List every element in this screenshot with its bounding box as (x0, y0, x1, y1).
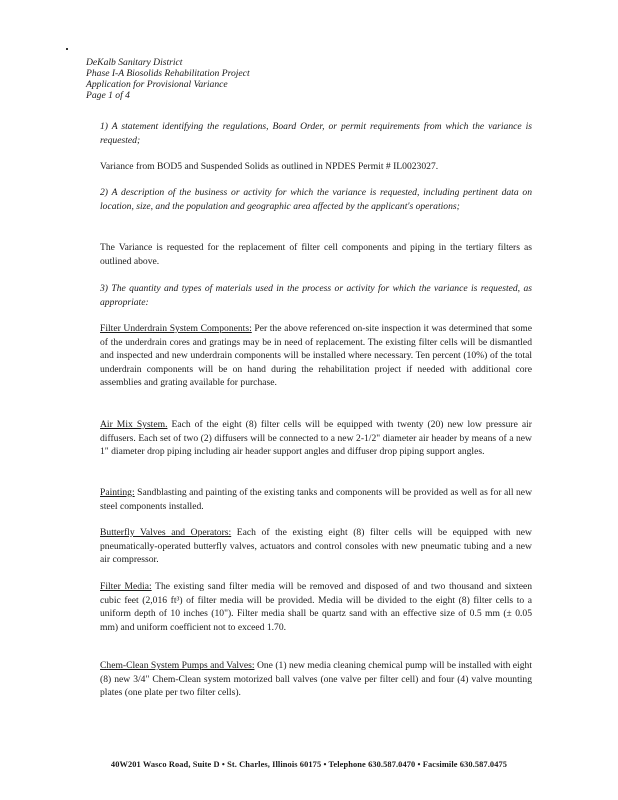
text-air-mix: Each of the eight (8) filter cells will be equipped with twenty (20) new low pressure air diffusers. Each set of two (2) diffusers will be connected to a new 2-1/2" diameter air header by means of a new 1" diameter drop piping including air header support angles and diffuser drop piping support angles. (100, 419, 532, 457)
text-filter-media: The existing sand filter media will be removed and disposed of and two thousand and sixteen cubic feet (2,016 ft³) of filter media will be provided. Media will be divided to the eight (8) filter cells to a uniform depth of 10 inches (10"). Filter media shall be quartz sand with an effective size of 0.5 mm (± 0.05 mm) and uniform coefficient not to exceed 1.70. (100, 581, 533, 633)
question-2: 2) A description of the business or activity for which the variance is requested, including pertinent data on location, size, and the population and geographic area affected by the applicant's operations; (100, 187, 532, 212)
text-chem-clean: One (1) new media cleaning chemical pump will be installed with eight (8) new 3/4" Chem-Clean system motorized ball valves (one valve per filter cell) and four (4) valve mounting plates (one plate per two filter cells). (100, 660, 532, 698)
document-header (86, 57, 250, 101)
heading-chem-clean: Chem-Clean System Pumps and Valves: (100, 660, 255, 671)
header-line-organization: DeKalb Sanitary District (86, 57, 183, 68)
answer-1: Variance from BOD5 and Suspended Solids as outlined in NPDES Permit # IL0023027. (100, 161, 439, 172)
heading-filter-media: Filter Media: (100, 581, 152, 592)
paragraph-painting (100, 486, 532, 513)
text-butterfly-valves: Each of the existing eight (8) filter cells will be equipped with new pneumatically-operated butterfly valves, actuators and control consoles with new pneumatic tubing and a new air compressor. (100, 527, 532, 565)
paragraph-filter-media (100, 580, 532, 634)
paragraph-butterfly-valves (100, 526, 532, 567)
heading-butterfly-valves: Butterfly Valves and Operators: (100, 527, 232, 538)
header-line-project: Phase I-A Biosolids Rehabilitation Project (86, 68, 250, 79)
scan-speck (66, 48, 68, 50)
paragraph-air-mix (100, 418, 532, 459)
question-3: 3) The quantity and types of materials used in the process or activity for which the variance is requested, as appropriate: (100, 283, 532, 308)
text-filter-underdrain: Per the above referenced on-site inspection it was determined that some of the underdrain cores and gratings may be in need of replacement. The existing filter cells will be dismantled and inspected and new underdrain components will be installed where necessary. Ten percent (10%) of the total underdrain components will be on hand during the rehabilitation project if needed with additional core assemblies and grating available for purchase. (100, 323, 532, 388)
text-painting: Sandblasting and painting of the existing tanks and components will be provided as well as for all new steel components installed. (100, 487, 532, 512)
paragraph-chem-clean (100, 659, 532, 700)
header-line-page: Page 1 of 4 (86, 90, 130, 101)
question-1: 1) A statement identifying the regulations, Board Order, or permit requirements from which the variance is requested; (100, 121, 532, 146)
answer-2: The Variance is requested for the replacement of filter cell components and piping in the tertiary filters as outlined above. (100, 242, 532, 267)
header-line-application: Application for Provisional Variance (86, 79, 228, 90)
heading-filter-underdrain: Filter Underdrain System Components: (100, 323, 252, 334)
heading-painting: Painting: (100, 487, 135, 498)
address-footer: 40W201 Wasco Road, Suite D • St. Charles, Illinois 60175 • Telephone 630.587.0470 • Facsimile 630.587.0475 (110, 760, 508, 769)
paragraph-filter-underdrain (100, 322, 532, 390)
heading-air-mix: Air Mix System. (100, 419, 168, 430)
